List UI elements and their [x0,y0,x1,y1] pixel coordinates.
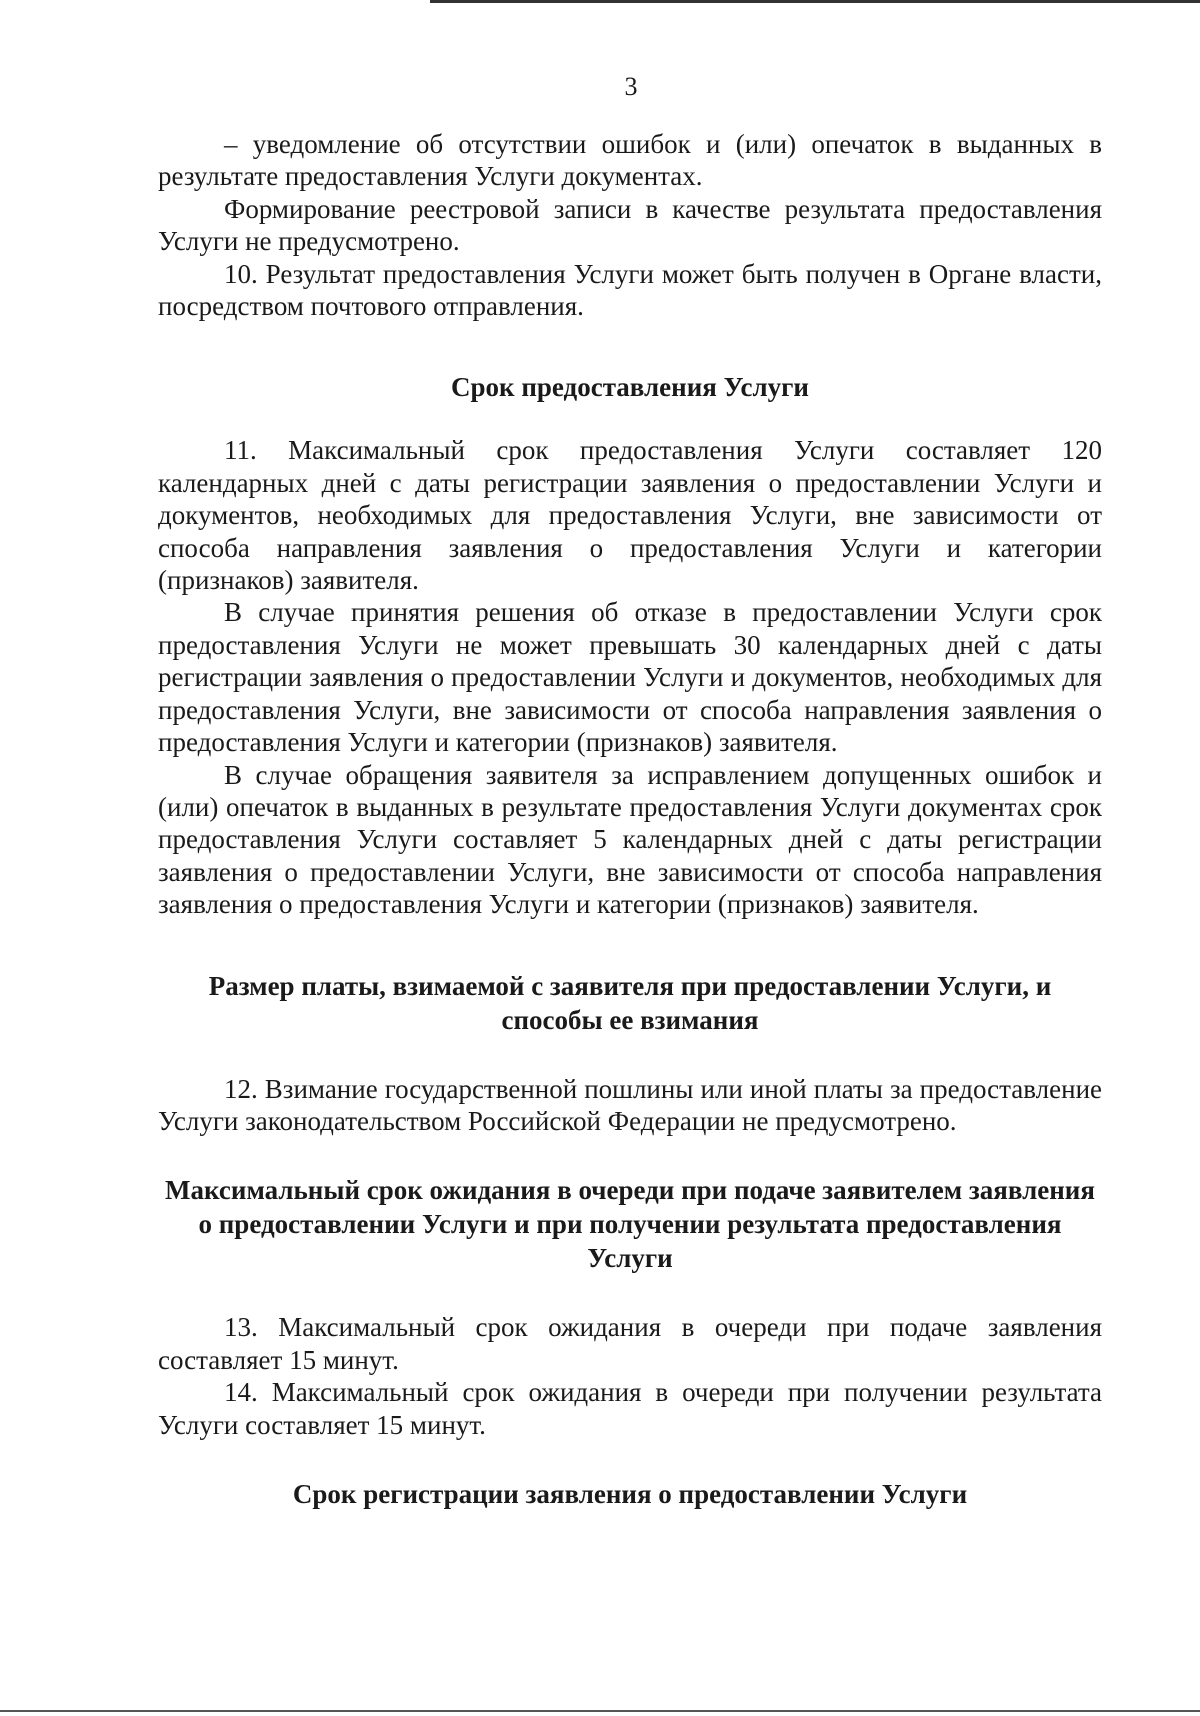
heading-queue-wait: Максимальный срок ожидания в очереди при подаче заявителем заявления о предоставлении Услуги и при получении результата предоставления Услуги [165,1175,1095,1274]
paragraph-13: 13. Максимальный срок ожидания в очереди при подаче заявления составляет 15 минут. [158,1312,1102,1375]
paragraph-correction-term: В случае обращения заявителя за исправлением допущенных ошибок и (или) опечаток в выданных в результате предоставления Услуги документах срок предоставления Услуги составляет 5 календарных дней с даты регистрации заявления о предоставлении Услуги, вне зависимости от способа направления заявления о предоставления Услуги и категории (признаков) заявителя. [158,759,1102,920]
scan-bottom-border [0,1710,1200,1712]
paragraph-10: 10. Результат предоставления Услуги может быть получен в Органе власти, посредством почтового отправления. [158,258,1102,322]
paragraph-12: 12. Взимание государственной пошлины или иной платы за предоставление Услуги законодательством Российской Федерации не предусмотрено. [158,1073,1102,1136]
paragraph-11: 11. Максимальный срок предоставления Услуги составляет 120 календарных дней с даты регистрации заявления о предоставлении Услуги и документов, необходимых для предоставления Услуги, вне зависимости от способа направления заявления о предоставления Услуги и категории (признаков) заявителя. [158,435,1102,596]
heading-registration-term: Срок регистрации заявления о предоставлении Услуги [292,1478,968,1509]
paragraph-refusal-term: В случае принятия решения об отказе в предоставлении Услуги срок предоставления Услуги не может превышать 30 календарных дней с даты регистрации заявления о предоставлении Услуги и документов, необходимых для предоставления Услуги, вне зависимости от способа направления заявления о предоставления Услуги и категории (признаков) заявителя. [158,597,1102,758]
document-body [158,128,1102,1511]
heading-fee: Размер платы, взимаемой с заявителя при предоставлении Услуги, и способы ее взимания [208,970,1052,1035]
paragraph-notice-no-errors: – уведомление об отсутствии ошибок и (или) опечаток в выданных в результате предоставления Услуги документах. [158,129,1102,192]
paragraph-registry-record: Формирование реестровой записи в качестве результата предоставления Услуги не предусмотрено. [158,193,1102,257]
page-number: 3 [624,72,638,101]
heading-service-term: Срок предоставления Услуги [451,372,809,403]
paragraph-14: 14. Максимальный срок ожидания в очереди при получении результата Услуги составляет 15 минут. [158,1377,1102,1440]
scan-top-border [430,0,1200,3]
